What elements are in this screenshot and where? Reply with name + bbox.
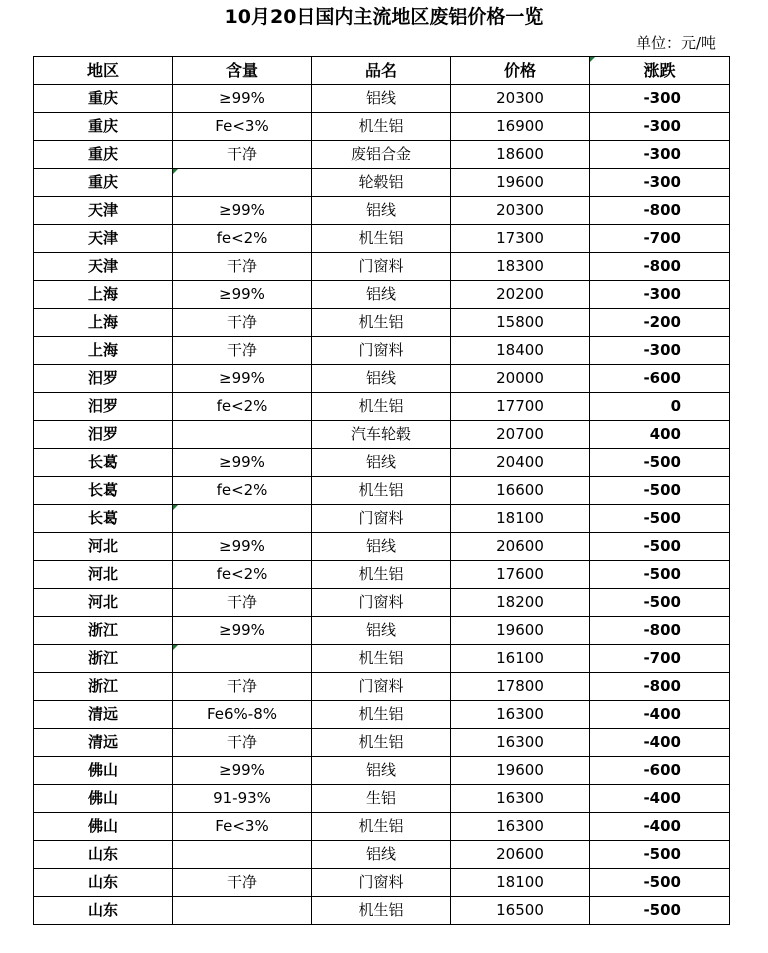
name-cell: 铝线 — [312, 617, 451, 645]
region-cell: 重庆 — [34, 113, 173, 141]
price-cell: 17800 — [451, 673, 590, 701]
price-cell: 19600 — [451, 617, 590, 645]
content-cell — [173, 421, 312, 449]
region-cell: 上海 — [34, 281, 173, 309]
region-cell: 天津 — [34, 225, 173, 253]
cell-comment-marker — [590, 57, 595, 62]
table-row — [34, 449, 730, 477]
price-cell: 18400 — [451, 337, 590, 365]
column-header-region: 地区 — [34, 57, 173, 85]
table-row — [34, 869, 730, 897]
change-cell: -500 — [590, 897, 730, 925]
change-cell: 400 — [590, 421, 730, 449]
change-cell: -700 — [590, 225, 730, 253]
table-row — [34, 225, 730, 253]
region-cell: 清远 — [34, 729, 173, 757]
price-cell: 16300 — [451, 813, 590, 841]
table-row — [34, 85, 730, 113]
content-cell: fe<2% — [173, 225, 312, 253]
content-cell: fe<2% — [173, 561, 312, 589]
content-cell: 干净 — [173, 869, 312, 897]
table-row — [34, 393, 730, 421]
content-cell: 干净 — [173, 337, 312, 365]
name-cell: 机生铝 — [312, 113, 451, 141]
table-row — [34, 309, 730, 337]
region-cell: 长葛 — [34, 477, 173, 505]
region-cell: 长葛 — [34, 505, 173, 533]
table-row — [34, 533, 730, 561]
table-row — [34, 645, 730, 673]
cell-comment-marker — [173, 505, 178, 510]
price-cell: 18100 — [451, 869, 590, 897]
content-cell: ≥99% — [173, 197, 312, 225]
price-cell: 20400 — [451, 449, 590, 477]
name-cell: 生铝 — [312, 785, 451, 813]
table-row — [34, 253, 730, 281]
region-cell: 重庆 — [34, 85, 173, 113]
region-cell: 汨罗 — [34, 393, 173, 421]
content-cell: ≥99% — [173, 365, 312, 393]
column-header-name: 品名 — [312, 57, 451, 85]
content-cell: Fe6%-8% — [173, 701, 312, 729]
region-cell: 重庆 — [34, 169, 173, 197]
region-cell: 佛山 — [34, 813, 173, 841]
name-cell: 铝线 — [312, 449, 451, 477]
price-cell: 17300 — [451, 225, 590, 253]
name-cell: 汽车轮毂 — [312, 421, 451, 449]
change-cell: -300 — [590, 281, 730, 309]
name-cell: 铝线 — [312, 85, 451, 113]
name-cell: 门窗料 — [312, 505, 451, 533]
region-cell: 汨罗 — [34, 421, 173, 449]
price-cell: 16500 — [451, 897, 590, 925]
price-cell: 17600 — [451, 561, 590, 589]
name-cell: 机生铝 — [312, 393, 451, 421]
region-cell: 汨罗 — [34, 365, 173, 393]
table-row — [34, 617, 730, 645]
table-row — [34, 197, 730, 225]
price-cell: 19600 — [451, 757, 590, 785]
table-row — [34, 337, 730, 365]
content-cell — [173, 897, 312, 925]
price-cell: 18300 — [451, 253, 590, 281]
name-cell: 铝线 — [312, 841, 451, 869]
name-cell: 门窗料 — [312, 869, 451, 897]
price-cell: 20000 — [451, 365, 590, 393]
region-cell: 佛山 — [34, 785, 173, 813]
price-cell: 20300 — [451, 85, 590, 113]
region-cell: 山东 — [34, 841, 173, 869]
region-cell: 上海 — [34, 309, 173, 337]
content-cell — [173, 505, 312, 533]
price-cell: 16300 — [451, 785, 590, 813]
name-cell: 门窗料 — [312, 337, 451, 365]
content-cell — [173, 169, 312, 197]
content-cell: 干净 — [173, 729, 312, 757]
name-cell: 机生铝 — [312, 225, 451, 253]
table-row — [34, 841, 730, 869]
table-row — [34, 729, 730, 757]
unit-label: 单位：元/吨 — [635, 34, 716, 52]
content-cell: 91-93% — [173, 785, 312, 813]
price-cell: 16900 — [451, 113, 590, 141]
change-cell: -400 — [590, 729, 730, 757]
change-cell: -800 — [590, 617, 730, 645]
table-row — [34, 785, 730, 813]
table-row — [34, 673, 730, 701]
change-cell: -300 — [590, 337, 730, 365]
price-cell: 15800 — [451, 309, 590, 337]
name-cell: 铝线 — [312, 197, 451, 225]
table-row — [34, 757, 730, 785]
table-row — [34, 365, 730, 393]
name-cell: 铝线 — [312, 533, 451, 561]
change-cell: -600 — [590, 757, 730, 785]
cell-comment-marker — [173, 169, 178, 174]
region-cell: 天津 — [34, 197, 173, 225]
content-cell: Fe<3% — [173, 813, 312, 841]
change-cell: -500 — [590, 533, 730, 561]
cell-comment-marker — [173, 645, 178, 650]
table-row — [34, 477, 730, 505]
region-cell: 重庆 — [34, 141, 173, 169]
region-cell: 河北 — [34, 589, 173, 617]
price-cell: 20300 — [451, 197, 590, 225]
region-cell: 佛山 — [34, 757, 173, 785]
table-row — [34, 169, 730, 197]
change-cell: 0 — [590, 393, 730, 421]
content-cell: ≥99% — [173, 449, 312, 477]
name-cell: 机生铝 — [312, 645, 451, 673]
content-cell: 干净 — [173, 253, 312, 281]
name-cell: 铝线 — [312, 757, 451, 785]
name-cell: 门窗料 — [312, 253, 451, 281]
change-cell: -800 — [590, 253, 730, 281]
region-cell: 山东 — [34, 869, 173, 897]
content-cell: fe<2% — [173, 477, 312, 505]
price-cell: 18200 — [451, 589, 590, 617]
table-row — [34, 561, 730, 589]
name-cell: 机生铝 — [312, 561, 451, 589]
table-row — [34, 589, 730, 617]
price-cell: 18600 — [451, 141, 590, 169]
price-cell: 20600 — [451, 841, 590, 869]
region-cell: 清远 — [34, 701, 173, 729]
content-cell: Fe<3% — [173, 113, 312, 141]
content-cell: ≥99% — [173, 617, 312, 645]
region-cell: 上海 — [34, 337, 173, 365]
price-cell: 16600 — [451, 477, 590, 505]
price-cell: 16100 — [451, 645, 590, 673]
name-cell: 机生铝 — [312, 309, 451, 337]
price-cell: 20700 — [451, 421, 590, 449]
price-cell: 20200 — [451, 281, 590, 309]
price-cell: 17700 — [451, 393, 590, 421]
change-cell: -300 — [590, 169, 730, 197]
table-row — [34, 141, 730, 169]
region-cell: 河北 — [34, 533, 173, 561]
change-cell: -500 — [590, 561, 730, 589]
content-cell: ≥99% — [173, 533, 312, 561]
name-cell: 机生铝 — [312, 897, 451, 925]
name-cell: 轮毂铝 — [312, 169, 451, 197]
table-row — [34, 281, 730, 309]
region-cell: 浙江 — [34, 617, 173, 645]
name-cell: 机生铝 — [312, 701, 451, 729]
change-cell: -500 — [590, 505, 730, 533]
table-row — [34, 813, 730, 841]
name-cell: 门窗料 — [312, 673, 451, 701]
page-title: 10月20日国内主流地区废铝价格一览 — [224, 6, 544, 28]
change-cell: -500 — [590, 449, 730, 477]
price-cell: 19600 — [451, 169, 590, 197]
table-row — [34, 505, 730, 533]
table-row — [34, 701, 730, 729]
change-cell: -500 — [590, 869, 730, 897]
change-cell: -400 — [590, 785, 730, 813]
change-cell: -300 — [590, 113, 730, 141]
region-cell: 天津 — [34, 253, 173, 281]
change-cell: -500 — [590, 841, 730, 869]
table-row — [34, 421, 730, 449]
region-cell: 山东 — [34, 897, 173, 925]
price-cell: 20600 — [451, 533, 590, 561]
price-cell: 18100 — [451, 505, 590, 533]
change-cell: -600 — [590, 365, 730, 393]
price-cell: 16300 — [451, 729, 590, 757]
change-cell: -400 — [590, 813, 730, 841]
content-cell: ≥99% — [173, 85, 312, 113]
content-cell — [173, 645, 312, 673]
name-cell: 铝线 — [312, 365, 451, 393]
name-cell: 废铝合金 — [312, 141, 451, 169]
change-cell: -500 — [590, 589, 730, 617]
column-header-change: 涨跌 — [590, 57, 730, 85]
content-cell: fe<2% — [173, 393, 312, 421]
change-cell: -300 — [590, 141, 730, 169]
name-cell: 门窗料 — [312, 589, 451, 617]
content-cell: ≥99% — [173, 757, 312, 785]
price-cell: 16300 — [451, 701, 590, 729]
region-cell: 浙江 — [34, 645, 173, 673]
content-cell: 干净 — [173, 309, 312, 337]
change-cell: -400 — [590, 701, 730, 729]
change-cell: -300 — [590, 85, 730, 113]
content-cell: 干净 — [173, 673, 312, 701]
header-row — [34, 57, 730, 85]
change-cell: -200 — [590, 309, 730, 337]
price-table — [33, 56, 730, 925]
name-cell: 机生铝 — [312, 729, 451, 757]
change-cell: -800 — [590, 673, 730, 701]
column-header-content: 含量 — [173, 57, 312, 85]
content-cell: 干净 — [173, 141, 312, 169]
content-cell: 干净 — [173, 589, 312, 617]
table-row — [34, 897, 730, 925]
change-cell: -800 — [590, 197, 730, 225]
name-cell: 机生铝 — [312, 477, 451, 505]
column-header-price: 价格 — [451, 57, 590, 85]
region-cell: 长葛 — [34, 449, 173, 477]
content-cell: ≥99% — [173, 281, 312, 309]
region-cell: 浙江 — [34, 673, 173, 701]
name-cell: 铝线 — [312, 281, 451, 309]
content-cell — [173, 841, 312, 869]
table-row — [34, 113, 730, 141]
change-cell: -700 — [590, 645, 730, 673]
change-cell: -500 — [590, 477, 730, 505]
name-cell: 机生铝 — [312, 813, 451, 841]
region-cell: 河北 — [34, 561, 173, 589]
